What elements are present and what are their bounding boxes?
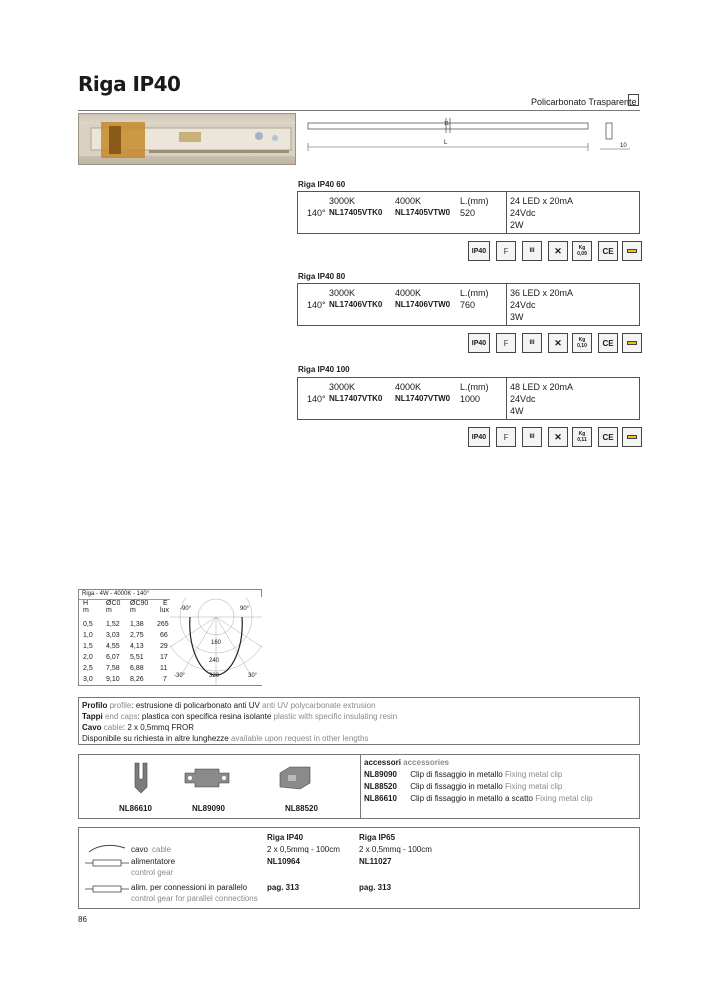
code-4000k: NL17407VTW0 [395, 394, 451, 403]
table-row-c90: 8,26 [130, 676, 144, 683]
page-title: Riga IP40 [78, 72, 181, 96]
polar-label: 90° [240, 606, 250, 612]
product-name: Riga IP40 100 [298, 365, 350, 374]
components-col-ip65: Riga IP65 [359, 833, 396, 842]
table-row-e: 265 [157, 621, 169, 628]
accessories-heading-it: accessori [364, 758, 401, 767]
length-value: 1000 [460, 394, 481, 404]
table-row-e: 7 [163, 676, 167, 683]
weight-icon [572, 427, 592, 447]
technical-drawing [300, 113, 640, 157]
accessory-desc-en: Fixing metal clip [504, 782, 563, 791]
length-value: 760 [460, 300, 476, 310]
desc-cable [82, 722, 194, 733]
table-row-c90: 1,38 [130, 621, 144, 628]
unit-c0: m [106, 607, 112, 614]
led-icon [622, 427, 642, 447]
product-spec-table [297, 191, 640, 234]
beam-angle: 140° [307, 394, 326, 404]
table-row-e: 17 [160, 654, 168, 661]
led-icon [622, 333, 642, 353]
table-row-h: 3,0 [83, 676, 93, 683]
code-4000k: NL17406VTW0 [395, 300, 451, 309]
cert-icon-row [468, 333, 642, 355]
polar-label: -30° [174, 673, 186, 679]
col-4000k: 4000K [395, 288, 422, 298]
code-3000k: NL17406VTK0 [329, 300, 383, 309]
spec-led: 48 LED x 20mA [510, 382, 574, 392]
table-row-c0: 4,55 [106, 643, 120, 650]
unit-h: m [83, 607, 89, 614]
unit-e: lux [160, 607, 169, 614]
kg-label: Kg [578, 431, 586, 437]
component-driver-label: alimentatore [131, 857, 176, 866]
f-mark-icon: F [496, 333, 516, 353]
kg-label: Kg [578, 337, 586, 343]
desc-endcaps-label-en: end caps [104, 712, 138, 721]
desc-endcaps-text: : plastica con specifica resina isolante [137, 712, 272, 721]
desc-profile-text-en: anti UV polycarbonate extrusion [262, 701, 376, 710]
table-row-c0: 7,58 [106, 665, 120, 672]
photometry-title: Riga - 4W - 4000K - 140° [82, 591, 150, 597]
material-swatch [628, 94, 639, 106]
f-mark-icon: F [496, 427, 516, 447]
accessory-item [364, 781, 562, 792]
header-c90: ØC90 [130, 600, 149, 607]
table-row-h: 0,5 [83, 621, 93, 628]
product-spec-table [297, 283, 640, 326]
dim-h-label: 11 [444, 121, 450, 127]
accessory-code: NL86610 [364, 794, 397, 803]
component-cable-ip40: 2 x 0,5mmq - 100cm [267, 845, 340, 854]
desc-cable-text: : 2 x 0,5mmq FROR [122, 723, 195, 732]
desc-profile [82, 700, 376, 711]
weight-value: 0,11 [577, 437, 587, 443]
accessory-desc-it: Clip di fissaggio in metallo a scatto [410, 794, 533, 803]
spec-voltage: 24Vdc [510, 208, 536, 218]
desc-profile-label: Profilo [82, 701, 108, 710]
weight-value: 0,10 [577, 343, 587, 349]
spec-voltage: 24Vdc [510, 394, 536, 404]
cert-icon-row [468, 241, 642, 263]
led-strip-illustration [79, 114, 296, 165]
description-box [78, 697, 640, 745]
polar-label: 240 [209, 658, 220, 664]
accessories-box [78, 754, 640, 819]
table-row-c0: 1,52 [106, 621, 120, 628]
col-length: L.(mm) [460, 288, 489, 298]
table-row-c90: 2,75 [130, 632, 144, 639]
polar-label: 30° [248, 673, 258, 679]
table-row-c90: 6,88 [130, 665, 144, 672]
desc-cable-label-en: cable [103, 723, 123, 732]
f-mark-icon: F [496, 241, 516, 261]
table-row-h: 2,0 [83, 654, 93, 661]
weight-icon [572, 241, 592, 261]
weee-icon: ✕ [548, 241, 568, 261]
material-label: Policarbonato Trasparente [531, 97, 637, 107]
table-row-e: 29 [160, 643, 168, 650]
weee-icon: ✕ [548, 427, 568, 447]
component-parallel-label: alim. per connessioni in parallelo [131, 883, 248, 892]
accessory-code: NL88520 [364, 782, 397, 791]
col-3000k: 3000K [329, 288, 356, 298]
class-iii-icon: III [522, 241, 542, 261]
desc-profile-text: : estrusione di policarbonato anti UV [131, 701, 260, 710]
led-icon [622, 241, 642, 261]
product-spec-table [297, 377, 640, 420]
clip-nl86610-image [129, 761, 151, 795]
polar-label: 160 [211, 640, 222, 646]
col-4000k: 4000K [395, 382, 422, 392]
component-driver-label-en: control gear [131, 868, 174, 877]
table-row-c0: 6,07 [106, 654, 120, 661]
header-rule [78, 110, 640, 111]
ce-icon: CE [598, 427, 618, 447]
product-photo [78, 113, 296, 165]
page-number: 86 [78, 915, 87, 924]
header-h: H [83, 600, 89, 607]
weight-icon [572, 333, 592, 353]
ip40-icon: IP40 [468, 427, 490, 447]
desc-lengths [82, 733, 368, 744]
clip-nl88520-image [278, 765, 314, 791]
spec-divider [506, 284, 507, 325]
kg-label: Kg [578, 245, 586, 251]
spec-led: 36 LED x 20mA [510, 288, 574, 298]
unit-c90: m [130, 607, 136, 614]
class-iii-icon: III [522, 427, 542, 447]
table-row-c90: 4,13 [130, 643, 144, 650]
col-3000k: 3000K [329, 196, 356, 206]
col-length: L.(mm) [460, 382, 489, 392]
component-parallel-ip65: pag. 313 [359, 883, 392, 892]
desc-cable-label: Cavo [82, 723, 102, 732]
beam-angle: 140° [307, 208, 326, 218]
accessories-heading-en: accessories [403, 758, 449, 767]
col-length: L.(mm) [460, 196, 489, 206]
ip40-icon: IP40 [468, 333, 490, 353]
accessory-desc-en: Fixing metal clip [535, 794, 593, 803]
code-3000k: NL17407VTK0 [329, 394, 383, 403]
spec-voltage: 24Vdc [510, 300, 536, 310]
component-driver-ip40: NL10964 [267, 857, 300, 866]
accessory-image-label: NL89090 [192, 804, 225, 813]
spec-power: 3W [510, 312, 524, 322]
accessory-code: NL89090 [364, 770, 397, 779]
component-driver-ip65: NL11027 [359, 857, 392, 866]
accessory-item [364, 793, 593, 804]
accessories-divider [360, 755, 361, 818]
desc-lengths-text-en: available upon request in other lengths [230, 734, 369, 743]
components-col-ip40: Riga IP40 [267, 833, 304, 842]
desc-endcaps-label: Tappi [82, 712, 103, 721]
components-box [78, 827, 640, 909]
spec-power: 4W [510, 406, 524, 416]
code-3000k: NL17405VTK0 [329, 208, 383, 217]
col-4000k: 4000K [395, 196, 422, 206]
spec-power: 2W [510, 220, 524, 230]
cert-icon-row [468, 427, 642, 449]
table-row-e: 11 [160, 665, 168, 672]
accessory-item [364, 769, 562, 780]
accessory-desc-en: Fixing metal clip [504, 770, 563, 779]
accessory-desc-it: Clip di fissaggio in metallo [410, 782, 503, 791]
component-cable-ip65: 2 x 0,5mmq - 100cm [359, 845, 432, 854]
beam-angle: 140° [307, 300, 326, 310]
parallel-driver-icon [85, 883, 129, 895]
table-row-c0: 3,03 [106, 632, 120, 639]
polar-label: 320 [209, 673, 220, 679]
component-parallel-ip40: pag. 313 [267, 883, 300, 892]
desc-profile-label-en: profile [109, 701, 132, 710]
accessory-image-label: NL88520 [285, 804, 318, 813]
polar-label: -90° [180, 606, 192, 612]
cable-icon [87, 842, 127, 854]
header-c0: ØC0 [106, 600, 121, 607]
product-name: Riga IP40 60 [298, 180, 346, 189]
ce-icon: CE [598, 333, 618, 353]
ip40-icon: IP40 [468, 241, 490, 261]
desc-lengths-text: Disponibile su richiesta in altre lunghezze [82, 734, 229, 743]
dim-l-label: L [444, 140, 448, 146]
dim-height-label: 10 [620, 143, 627, 149]
spec-led: 24 LED x 20mA [510, 196, 574, 206]
table-row-c90: 5,51 [130, 654, 144, 661]
desc-endcaps-text-en: plastic with specific insulating resin [273, 712, 398, 721]
length-value: 520 [460, 208, 476, 218]
accessories-heading [364, 757, 449, 768]
clip-nl89090-image [183, 767, 231, 789]
component-cable-label-en: cable [152, 845, 172, 854]
spec-divider [506, 378, 507, 419]
table-row-h: 1,5 [83, 643, 93, 650]
ce-icon: CE [598, 241, 618, 261]
spec-divider [506, 192, 507, 233]
component-cable-label: cavo [131, 845, 148, 854]
driver-icon [85, 857, 129, 869]
product-name: Riga IP40 80 [298, 272, 346, 281]
weight-value: 0,09 [577, 251, 587, 257]
weee-icon: ✕ [548, 333, 568, 353]
accessory-desc-it: Clip di fissaggio in metallo [410, 770, 503, 779]
table-row-e: 66 [160, 632, 168, 639]
table-row-c0: 9,10 [106, 676, 120, 683]
desc-endcaps [82, 711, 397, 722]
header-e: E [163, 600, 168, 607]
col-3000k: 3000K [329, 382, 356, 392]
code-4000k: NL17405VTW0 [395, 208, 451, 217]
class-iii-icon: III [522, 333, 542, 353]
component-parallel-label-en: control gear for parallel connections [131, 894, 258, 903]
accessory-image-label: NL86610 [119, 804, 152, 813]
table-row-h: 1,0 [83, 632, 93, 639]
table-row-h: 2,5 [83, 665, 93, 672]
